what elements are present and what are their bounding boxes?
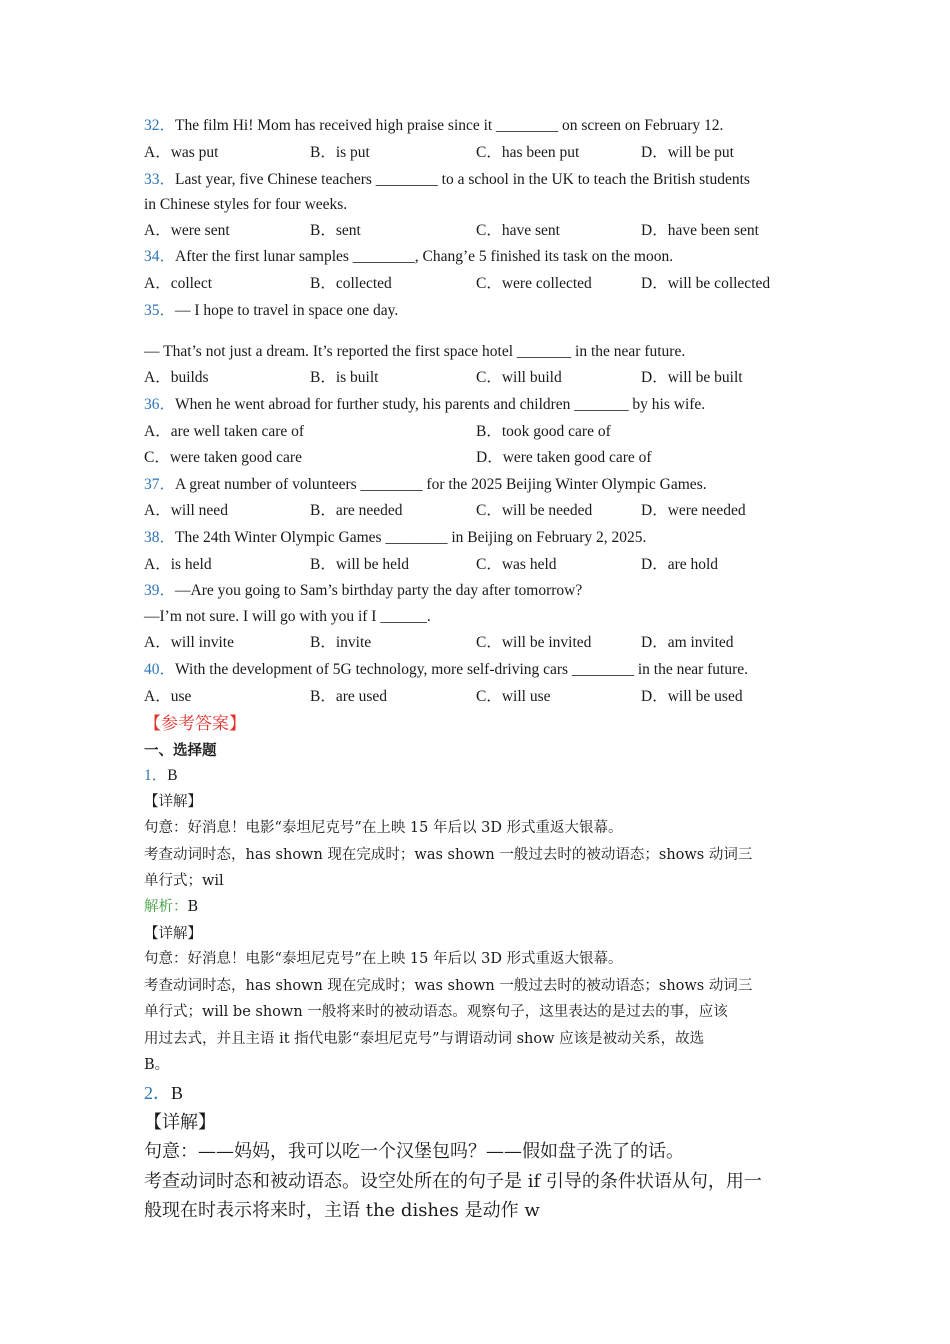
answer-1 [144, 766, 178, 786]
option-c: C．will build [476, 369, 562, 386]
explanation-line: 单行式；wil [144, 873, 224, 889]
option-c: C．will be invited [476, 634, 592, 651]
option-a: A．was put [144, 144, 219, 161]
question-number: 39． [144, 582, 176, 599]
option-c: C．was held [476, 556, 557, 573]
option-c: C．were collected [476, 275, 592, 292]
option-a: A．builds [144, 369, 209, 386]
question-40 [144, 660, 748, 680]
option-a: A．use [144, 688, 192, 705]
answer-number: 1． [144, 767, 168, 784]
option-d: D．am invited [641, 634, 734, 651]
explanation-line: 般现在时表示将来时，主语 the dishes 是动作 w [144, 1200, 540, 1221]
question-number: 32． [144, 117, 176, 134]
option-c: C．has been put [476, 144, 580, 161]
option-a: A．will invite [144, 634, 234, 651]
question-stem: After the first lunar samples ________, Chang’e 5 finished its task on the moon. [175, 248, 674, 265]
question-39 [144, 581, 582, 601]
explanation-line: 单行式；will be shown 一般将来时的被动语态。观察句子，这里表达的是过去的事，应该 [144, 1004, 728, 1020]
question-stem-continued: in Chinese styles for four weeks. [144, 196, 348, 213]
option-b: B．will be held [310, 556, 410, 573]
option-b: B．collected [310, 275, 392, 292]
question-32 [144, 116, 723, 136]
detail-label: 【详解】 [144, 794, 202, 810]
question-36 [144, 395, 705, 415]
analysis-value: B [187, 899, 199, 915]
option-d: D．will be built [641, 369, 743, 386]
option-a: A．will need [144, 502, 228, 519]
question-stem-continued: — That’s not just a dream. It’s reported the first space hotel _______ in the near future. [144, 343, 686, 360]
question-number: 33． [144, 171, 176, 188]
option-c: C．have sent [476, 222, 560, 239]
sentence-meaning: 句意：好消息！电影“泰坦尼克号”在上映 15 年后以 3D 形式重返大银幕。 [144, 820, 623, 836]
analysis-line [144, 897, 198, 917]
question-stem: The film Hi! Mom has received high praise since it ________ on screen on February 12. [175, 117, 724, 134]
option-d: D．are hold [641, 556, 719, 573]
explanation-line: 考查动词时态，has shown 现在完成时；was shown 一般过去时的被动语态；shows 动词三 [144, 847, 753, 863]
explanation-line: 考查动词时态和被动语态。设空处所在的句子是 if 引导的条件状语从句，用一 [144, 1171, 762, 1192]
question-stem: Last year, five Chinese teachers ________ to a school in the UK to teach the British students [175, 171, 750, 188]
question-37 [144, 475, 707, 495]
question-number: 37． [144, 476, 176, 493]
explanation-line: 用过去式，并且主语 it 指代电影“泰坦尼克号”与谓语动词 show 应该是被动关系，故选 [144, 1031, 705, 1047]
option-a: A．were sent [144, 222, 230, 239]
question-number: 40． [144, 661, 176, 678]
question-stem: A great number of volunteers ________ for the 2025 Beijing Winter Olympic Games. [175, 476, 707, 493]
sentence-meaning: 句意：好消息！电影“泰坦尼克号”在上映 15 年后以 3D 形式重返大银幕。 [144, 951, 623, 967]
option-d: D．were needed [641, 502, 746, 519]
question-35 [144, 301, 398, 321]
option-b: B．are needed [310, 502, 403, 519]
answer-heading: 【参考答案】 [144, 714, 246, 734]
analysis-label: 解析： [144, 899, 188, 915]
detail-label: 【详解】 [144, 1112, 216, 1133]
explanation-line: 考查动词时态，has shown 现在完成时；was shown 一般过去时的被动语态；shows 动词三 [144, 978, 753, 994]
option-b: B．took good care of [476, 423, 611, 440]
option-d: D．will be collected [641, 275, 771, 292]
option-b: B．are used [310, 688, 388, 705]
question-34 [144, 247, 673, 267]
option-c: C．will be needed [476, 502, 593, 519]
question-stem: — I hope to travel in space one day. [175, 302, 399, 319]
section-title: 一、选择题 [144, 742, 217, 759]
explanation-line: B。 [144, 1057, 170, 1073]
option-b: B．sent [310, 222, 361, 239]
question-stem-continued: —I’m not sure. I will go with you if I ______. [144, 608, 431, 625]
option-c: C．were taken good care [144, 449, 302, 466]
option-d: D．will be put [641, 144, 734, 161]
option-d: D．were taken good care of [476, 449, 652, 466]
detail-label: 【详解】 [144, 926, 202, 942]
option-a: A．is held [144, 556, 212, 573]
question-number: 35． [144, 302, 176, 319]
question-stem: —Are you going to Sam’s birthday party the day after tomorrow? [175, 582, 583, 599]
question-number: 34． [144, 248, 176, 265]
answer-number: 2． [144, 1083, 171, 1103]
option-d: D．will be used [641, 688, 743, 705]
option-a: A．collect [144, 275, 213, 292]
option-a: A．are well taken care of [144, 423, 305, 440]
question-number: 36． [144, 396, 176, 413]
question-stem: The 24th Winter Olympic Games ________ in Beijing on February 2, 2025. [175, 529, 647, 546]
question-38 [144, 528, 646, 548]
question-33 [144, 170, 750, 190]
option-b: B．is built [310, 369, 379, 386]
option-b: B．invite [310, 634, 372, 651]
answer-2 [144, 1081, 183, 1105]
option-c: C．will use [476, 688, 551, 705]
answer-value: B [167, 767, 178, 784]
question-stem: With the development of 5G technology, more self-driving cars ________ in the near future. [175, 661, 749, 678]
question-stem: When he went abroad for further study, his parents and children _______ by his wife. [175, 396, 706, 413]
option-d: D．have been sent [641, 222, 759, 239]
sentence-meaning: 句意：——妈妈，我可以吃一个汉堡包吗？——假如盘子洗了的话。 [144, 1141, 684, 1162]
option-b: B．is put [310, 144, 370, 161]
answer-value: B [171, 1083, 184, 1103]
question-number: 38． [144, 529, 176, 546]
